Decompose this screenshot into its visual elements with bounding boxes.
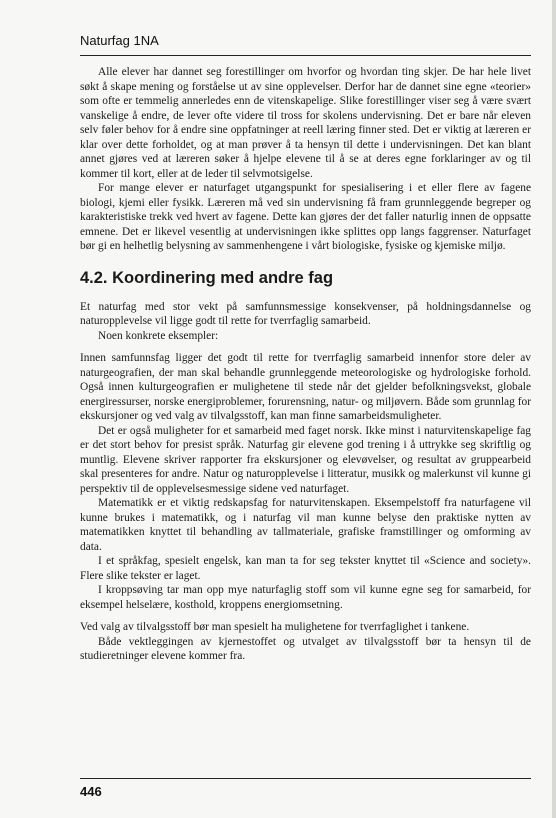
page-edge: [552, 0, 556, 818]
paragraph: I kroppsøving tar man opp mye naturfaglig stoff som vil kunne egne seg for samarbeid, for eksempel helselære, kosthold, kroppens energiomsetning.: [80, 584, 531, 611]
paragraph: Alle elever har dannet seg forestillinger om hvorfor og hvordan ting skjer. De har hele livet søkt å skape mening og forståelse ut av sine opplevelser. Derfor har de dannet sine egne «teorier» som ofte er temmelig annerledes enn de vitenskapelige. Slike forestillinger viser seg å være svært vanskelige å endre, de lever ofte videre til tross for skolens undervisning. Det er bare når eleven selv føler behov for å endre sine oppfatninger at reell læring finner sted. Det er viktig at læreren er klar over dette forholdet, og at man prøver å ta hensyn til dette i undervisningen. Det kan blant annet gjøres ved at læreren søker å hjelpe elevene til å se at deres egne forklaringer av og til kommer til kort, eller at de leder til selvmotsigelse.: [80, 66, 531, 180]
paragraph: Innen samfunnsfag ligger det godt til rette for tverrfaglig samarbeid innenfor store deler av naturgeografien, der man skal behandle grunnleggende meteorologiske og hydrologiske forhold. Også innen kulturgeografien er mulighetene til stede når det gjelder befolkningsvekst, globale energiressurser, norske energiproblemer, forurensning, natur- og miljøvern. Både som grunnlag for ekskursjoner og ved valg av tilvalgsstoff, kan man finne samarbeidsmuligheter.: [80, 352, 531, 422]
closing-followup: Både vektleggingen av kjernestoffet og utvalget av tilvalgsstoff bør ta hensyn til de studieretninger elevene kommer fra.: [80, 635, 531, 662]
section-heading: 4.2. Koordinering med andre fag: [80, 268, 334, 287]
body-text: [80, 65, 531, 664]
header-rule: [80, 55, 531, 56]
page-number: 446: [80, 784, 102, 799]
paragraph: Det er også muligheter for et samarbeid med faget norsk. Ikke minst i naturvitenskapelige fag er det stort behov for presist språk. Naturfag gir elevene god trening i å uttrykke seg skriftlig og muntlig. Elevene skriver rapporter fra ekskursjoner og elevøvelser, og resultat av gruppearbeid skal presenteres for andre. Natur og naturopplevelse i litteratur, musikk og malerkunst vil kunne gi perspektiv til de opplevelsesmessige sidene ved naturfaget.: [80, 424, 531, 495]
running-title: Naturfag 1NA: [80, 33, 159, 48]
paragraph: I et språkfag, spesielt engelsk, kan man ta for seg tekster knyttet til «Science and society». Flere slike tekster er laget.: [80, 555, 531, 582]
section-lead-followup: Noen konkrete eksempler:: [98, 329, 219, 342]
paragraph: For mange elever er naturfaget utgangspunkt for spesialisering i et eller flere av fagene biologi, kjemi eller fysikk. Læreren må ved sin undervisning få fram grunnleggende begreper og karakteristiske trekk ved hvert av fagene. Dette kan gjøres der det faller naturlig innen de oppsatte emnene. Det er likevel vesentlig at undervisningen ikke splittes opp langs faggrenser. Naturfaget bør gi en helhetlig belysning av sammenhengene i vårt biologiske, fysiske og kjemiske miljø.: [80, 182, 531, 252]
section-lead: Et naturfag med stor vekt på samfunnsmessige konsekvenser, på holdningsdannelse og naturopplevelse vil ligge godt til rette for tverrfaglig samarbeid.: [80, 300, 531, 327]
closing-paragraph: Ved valg av tilvalgsstoff bør man spesielt ha mulighetene for tverrfaglighet i tankene.: [80, 621, 470, 633]
footer-rule: [80, 778, 531, 779]
paragraph: Matematikk er et viktig redskapsfag for naturvitenskapen. Eksempelstoff fra naturfagene vil kunne brukes i matematikk, og i naturfag vil man kunne belyse den praktiske nytten av matematikken knyttet til behandling av tallmateriale, grafiske framstillinger og omforming av data.: [80, 497, 531, 553]
